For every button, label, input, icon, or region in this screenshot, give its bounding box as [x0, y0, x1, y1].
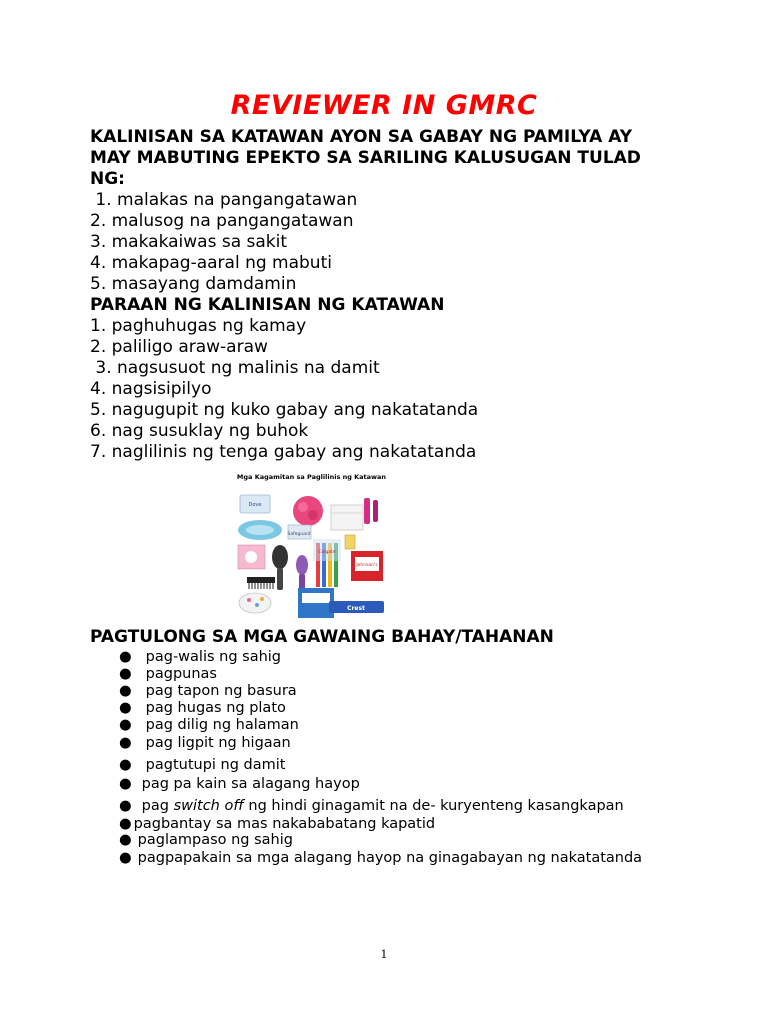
product-label: Crest — [347, 605, 365, 612]
chore-list-item: ● pag tapon ng basura — [119, 683, 297, 699]
comb-icon — [247, 577, 275, 583]
purple-brush-icon — [296, 555, 308, 575]
section1-item: 4. makapag-aaral ng mabuti — [90, 253, 332, 273]
bullet-icon: ● — [119, 666, 132, 682]
product-label: Colgate — [318, 550, 336, 555]
section1-item: 3. makakaiwas sa sakit — [90, 232, 288, 252]
document-title: REVIEWER IN GMRC — [230, 90, 538, 121]
section2-item: 7. naglilinis ng tenga gabay ang nakatatanda — [90, 442, 477, 462]
section1-item: 1. malakas na pangangatawan — [90, 190, 358, 210]
bullet-icon: ● — [119, 757, 132, 773]
product-label: Dove — [248, 502, 262, 508]
chore-list-item: ● pagpapakain sa mga alagang hayop na ginagabayan ng nakatatanda — [119, 850, 643, 866]
chore-list-item: ● pagpunas — [119, 666, 217, 682]
chore-list-item: ● pagtutupi ng damit — [119, 757, 286, 773]
section2-item: 1. paghuhugas ng kamay — [90, 316, 307, 336]
section1-item: 5. masayang damdamin — [90, 274, 297, 294]
section2-item: 4. nagsisipilyo — [90, 379, 212, 399]
product-label: Johnson's — [356, 563, 378, 568]
image-caption: Mga Kagamitan sa Paglilinis ng Katawan — [236, 473, 387, 481]
chore-list-item: ● pagbantay sa mas nakababatang kapatid — [119, 816, 436, 832]
section1-heading-line-3: NG: — [90, 169, 125, 189]
bullet-icon: ● — [119, 649, 132, 665]
section2-heading: PARAAN NG KALINISAN NG KATAWAN — [90, 295, 445, 315]
chore-list-item: ● pag switch off ng hindi ginagamit na de- kuryenteng kasangkapan — [119, 798, 624, 814]
hygiene-products-illustration — [233, 473, 390, 625]
chore-list-item: ● pag dilig ng halaman — [119, 717, 299, 733]
section2-item: 2. paliligo araw-araw — [90, 337, 268, 357]
section3-heading: PAGTULONG SA MGA GAWAING BAHAY/TAHANAN — [90, 627, 554, 647]
razor-icon — [364, 498, 370, 524]
section2-item: 6. nag susuklay ng buhok — [90, 421, 309, 441]
towel-icon — [331, 505, 363, 530]
page-number: 1 — [380, 948, 388, 961]
chore-list-item: ● paglampaso ng sahig — [119, 832, 293, 848]
bullet-icon: ● — [119, 798, 132, 814]
hairbrush-icon — [272, 545, 288, 569]
bullet-icon: ● — [119, 735, 132, 751]
bullet-icon: ● — [119, 683, 132, 699]
bottle-icon — [345, 535, 355, 549]
section2-item: 3. nagsusuot ng malinis na damit — [90, 358, 380, 378]
chore-list-item: ● pag-walis ng sahig — [119, 649, 282, 665]
face-towel-icon — [239, 593, 271, 613]
chore-list-item: ● pag ligpit ng higaan — [119, 735, 291, 751]
section1-heading-line-2: MAY MABUTING EPEKTO SA SARILING KALUSUGAN TULAD — [90, 148, 641, 168]
bullet-icon: ● — [119, 816, 132, 832]
bullet-icon: ● — [119, 776, 132, 792]
section1-heading-line-1: KALINISAN SA KATAWAN AYON SA GABAY NG PAMILYA AY — [90, 127, 633, 147]
hygiene-products-image — [233, 473, 390, 625]
bullet-icon: ● — [119, 717, 132, 733]
chore-list-item: ● pag hugas ng plato — [119, 700, 286, 716]
section1-item: 2. malusog na pangangatawan — [90, 211, 354, 231]
bullet-icon: ● — [119, 850, 132, 866]
bullet-icon: ● — [119, 700, 132, 716]
chore-list-item: ● pag pa kain sa alagang hayop — [119, 776, 360, 792]
product-label: Safeguard — [287, 532, 311, 537]
bullet-icon: ● — [119, 832, 132, 848]
loofah-icon — [293, 496, 323, 526]
section2-item: 5. nagugupit ng kuko gabay ang nakatatanda — [90, 400, 479, 420]
